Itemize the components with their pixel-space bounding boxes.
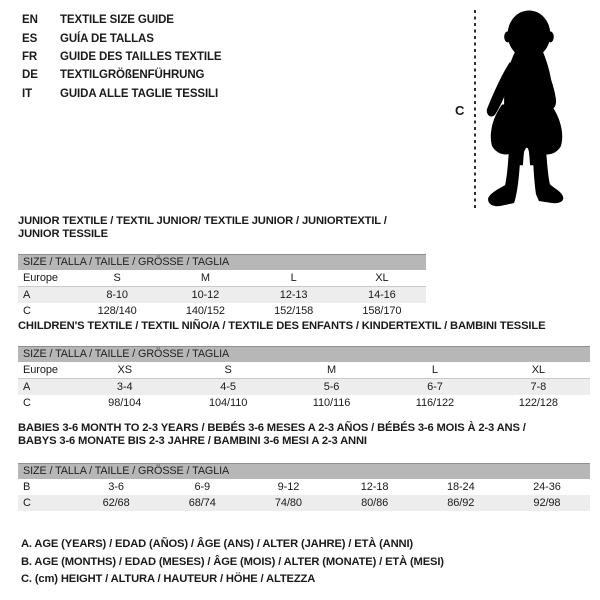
table-row: [18, 379, 590, 395]
table-row: [18, 303, 426, 319]
table-cell: 68/74: [188, 497, 216, 510]
row-label-cell: B: [23, 481, 31, 494]
language-row: [22, 85, 222, 103]
table-cell: 3-4: [116, 381, 133, 394]
table-cell: XS: [117, 364, 132, 377]
language-list: [22, 11, 222, 103]
table-cell: 104/110: [208, 397, 248, 410]
height-dotted-line: [474, 10, 476, 208]
row-label-cell: Europe: [23, 364, 58, 377]
table-cell: 128/140: [97, 305, 137, 318]
size-table-header: SIZE / TALLA / TAILLE / GRÖSSE / TAGLIA: [18, 463, 590, 479]
table-cell: 3-6: [108, 481, 124, 494]
table-row: [18, 395, 590, 411]
table-row: [18, 362, 590, 379]
section-title-line: JUNIOR TEXTILE / TEXTIL JUNIOR/ TEXTILE JUNIOR / JUNIORTEXTIL / JUNIOR TESSILE: [18, 215, 387, 241]
table-row: [18, 495, 590, 511]
height-label: C: [455, 103, 465, 118]
language-label: GUÍA DE TALLAS: [60, 32, 154, 45]
table-cell: 12-18: [360, 481, 389, 494]
table-cell: 24-36: [533, 481, 561, 494]
language-label: GUIDE DES TAILLES TEXTILE: [60, 50, 222, 63]
table-cell: XL: [375, 272, 389, 285]
row-label-cell: A: [23, 289, 31, 302]
row-label-cell: C: [23, 305, 31, 318]
table-cell: L: [431, 364, 438, 377]
size-table: [18, 362, 590, 411]
table-cell: S: [224, 364, 232, 377]
section-junior-textile: [18, 215, 426, 319]
language-row: [22, 11, 222, 29]
language-label: TEXTILGRÖßENFÜHRUNG: [60, 69, 205, 82]
table-cell: 122/128: [518, 397, 558, 410]
table-cell: 9-12: [277, 481, 300, 494]
table-cell: 80/86: [361, 497, 389, 510]
row-label-cell: Europe: [23, 272, 58, 285]
table-cell: 74/80: [274, 497, 302, 510]
row-label-cell: C: [23, 497, 31, 510]
row-label-cell: A: [23, 381, 31, 394]
table-cell: 4-5: [220, 381, 236, 394]
size-table-header: SIZE / TALLA / TAILLE / GRÖSSE / TAGLIA: [18, 346, 590, 362]
table-cell: 6-9: [194, 481, 211, 494]
legend-line: A. AGE (YEARS) / EDAD (AÑOS) / ÂGE (ANS) / ALTER (JAHRE) / ETÀ (ANNI): [21, 538, 413, 550]
table-cell: 92/98: [533, 497, 561, 510]
row-label-cell: C: [23, 397, 31, 410]
legend-line: B. AGE (MONTHS) / EDAD (MESES) / ÂGE (MOIS) / ALTER (MONATE) / ETÀ (MESI): [21, 555, 444, 568]
language-row: [22, 66, 222, 84]
section-babies-textile: [18, 422, 590, 511]
table-cell: 7-8: [530, 381, 547, 394]
table-cell: 6-7: [427, 381, 443, 394]
table-cell: 62/68: [102, 497, 130, 510]
legend: [21, 536, 444, 589]
section-title-line: CHILDREN'S TEXTILE / TEXTIL NIÑO/A / TEXTILE DES ENFANTS / KINDERTEXTIL / BAMBINI TESSILE: [18, 320, 546, 332]
table-cell: S: [113, 272, 121, 285]
section-childrens-textile: [18, 320, 590, 411]
table-cell: 10-12: [191, 289, 220, 302]
table-cell: L: [290, 272, 297, 285]
table-row: [18, 270, 426, 287]
language-code: EN: [22, 14, 38, 27]
section-title: [18, 422, 590, 448]
table-cell: 116/122: [415, 397, 455, 410]
table-cell: 12-13: [279, 289, 308, 302]
section-title-line: BABYS 3-6 MONATE BIS 2-3 JAHRE / BAMBINI 3-6 MESI A 2-3 ANNI: [18, 435, 367, 448]
table-row: [18, 479, 590, 495]
table-cell: 5-6: [323, 381, 340, 394]
table-cell: 158/170: [362, 305, 402, 318]
section-title: [18, 320, 590, 333]
table-cell: 98/104: [108, 397, 142, 410]
language-label: TEXTILE SIZE GUIDE: [60, 14, 174, 27]
table-cell: XL: [531, 364, 545, 377]
table-cell: 8-10: [106, 289, 128, 302]
table-cell: 18-24: [446, 481, 475, 494]
language-code: ES: [22, 32, 38, 45]
language-row: [22, 29, 222, 47]
baby-silhouette: [483, 8, 569, 207]
section-title-line: BABIES 3-6 MONTH TO 2-3 YEARS / BEBÉS 3-6 MESES A 2-3 AÑOS / BÉBÉS 3-6 MOIS À 2-3 ANS /: [18, 422, 526, 434]
table-cell: 140/152: [185, 305, 225, 318]
language-code: DE: [22, 69, 38, 82]
table-row: [18, 287, 426, 303]
language-code: FR: [22, 50, 38, 63]
table-cell: 152/158: [274, 305, 314, 318]
size-table-header: SIZE / TALLA / TAILLE / GRÖSSE / TAGLIA: [18, 254, 426, 270]
language-row: [22, 48, 222, 66]
section-title: [18, 215, 426, 241]
table-cell: M: [326, 364, 337, 377]
language-code: IT: [22, 87, 33, 100]
legend-line: C. (cm) HEIGHT / ALTURA / HAUTEUR / HÖHE / ALTEZZA: [21, 573, 316, 586]
table-cell: M: [200, 272, 210, 285]
table-cell: 110/116: [312, 397, 351, 410]
table-cell: 14-16: [368, 289, 396, 302]
size-table: [18, 270, 426, 319]
size-table: [18, 479, 590, 511]
table-cell: 86/92: [447, 497, 475, 510]
language-label: GUIDA ALLE TAGLIE TESSILI: [60, 87, 219, 100]
